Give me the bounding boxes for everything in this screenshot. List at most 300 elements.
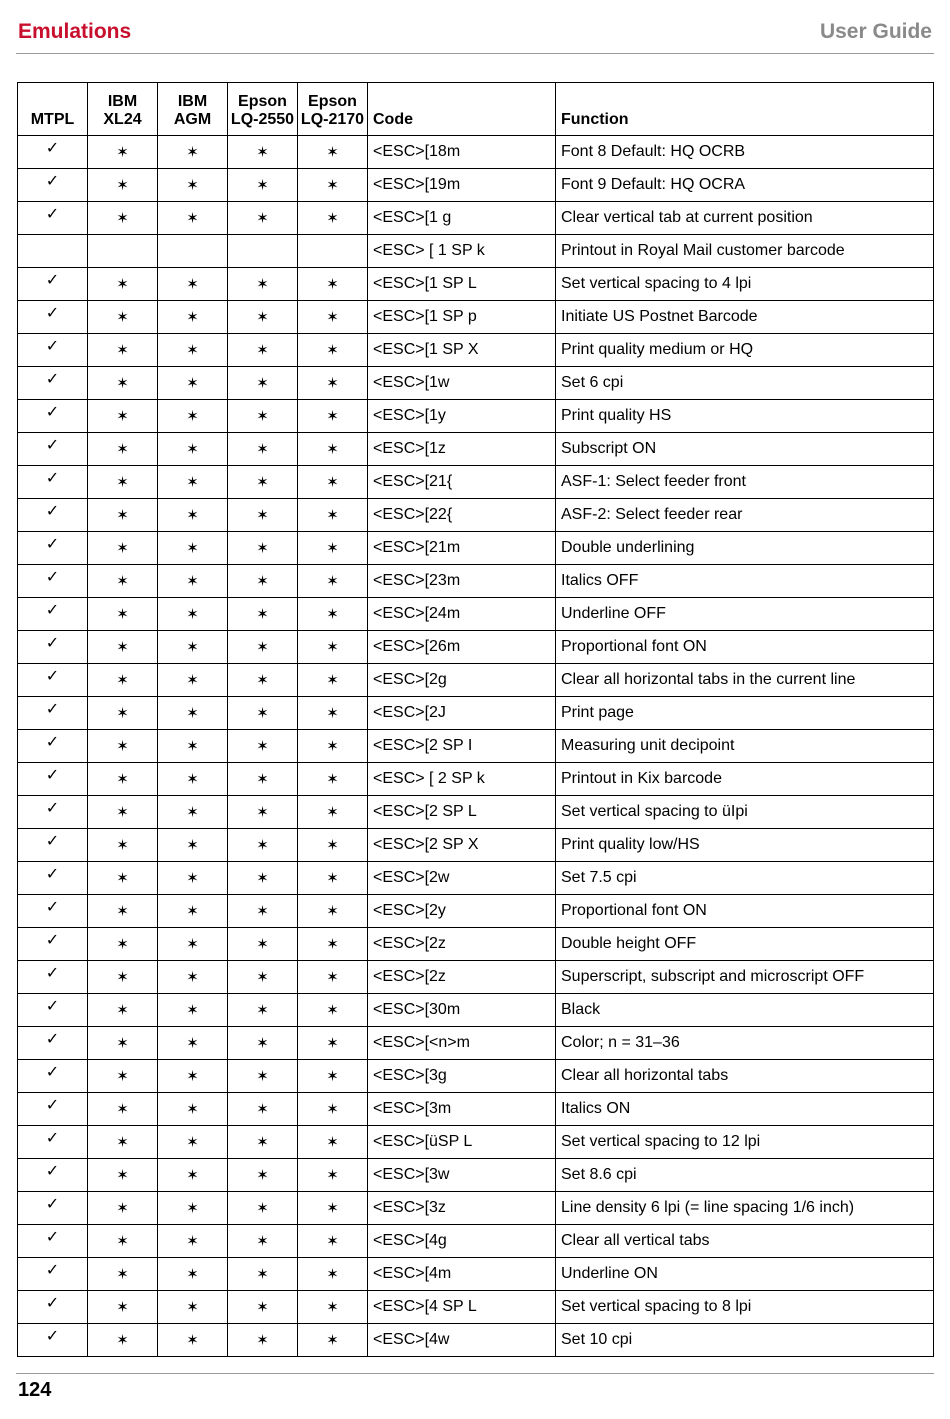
mtpl-mark: ✓: [18, 367, 88, 400]
epson-lq2170-mark: ✶: [298, 565, 368, 598]
function-cell: Double height OFF: [556, 928, 934, 961]
footer-divider: [16, 1373, 934, 1374]
ibm-agm-mark: ✶: [158, 1225, 228, 1258]
function-cell: Print page: [556, 697, 934, 730]
epson-lq2550-mark: ✶: [228, 631, 298, 664]
epson-lq2170-mark: ✶: [298, 730, 368, 763]
table-row: [18, 664, 934, 697]
ibm-agm-mark: ✶: [158, 466, 228, 499]
table-row: [18, 928, 934, 961]
epson-lq2170-mark: ✶: [298, 1093, 368, 1126]
mtpl-mark: ✓: [18, 697, 88, 730]
epson-lq2170-mark: ✶: [298, 268, 368, 301]
epson-lq2550-mark: ✶: [228, 598, 298, 631]
epson-lq2170-mark: ✶: [298, 796, 368, 829]
code-cell: <ESC>[1 SP p: [368, 301, 556, 334]
ibm-xl24-mark: ✶: [88, 202, 158, 235]
function-cell: Color; n = 31–36: [556, 1027, 934, 1060]
ibm-agm-mark: ✶: [158, 1291, 228, 1324]
mtpl-mark: ✓: [18, 301, 88, 334]
function-cell: Measuring unit decipoint: [556, 730, 934, 763]
table-row: [18, 433, 934, 466]
ibm-agm-mark: ✶: [158, 202, 228, 235]
mtpl-mark: ✓: [18, 466, 88, 499]
table-row: [18, 1159, 934, 1192]
mtpl-mark: ✓: [18, 1192, 88, 1225]
mtpl-mark: ✓: [18, 433, 88, 466]
table-row: [18, 565, 934, 598]
code-cell: <ESC>[üSP L: [368, 1126, 556, 1159]
ibm-xl24-mark: ✶: [88, 334, 158, 367]
function-cell: ASF-2: Select feeder rear: [556, 499, 934, 532]
epson-lq2550-mark: ✶: [228, 961, 298, 994]
mtpl-mark: [18, 235, 88, 268]
mtpl-mark: ✓: [18, 796, 88, 829]
mtpl-mark: ✓: [18, 1060, 88, 1093]
table-row: [18, 202, 934, 235]
function-cell: Italics ON: [556, 1093, 934, 1126]
ibm-xl24-mark: ✶: [88, 400, 158, 433]
epson-lq2170-mark: ✶: [298, 1159, 368, 1192]
ibm-xl24-mark: ✶: [88, 598, 158, 631]
ibm-agm-mark: ✶: [158, 136, 228, 169]
epson-lq2170-mark: ✶: [298, 136, 368, 169]
ibm-agm-mark: ✶: [158, 400, 228, 433]
function-cell: Black: [556, 994, 934, 1027]
epson-lq2170-mark: [298, 235, 368, 268]
epson-lq2170-mark: ✶: [298, 829, 368, 862]
epson-lq2550-mark: ✶: [228, 1225, 298, 1258]
function-cell: ASF-1: Select feeder front: [556, 466, 934, 499]
ibm-xl24-mark: ✶: [88, 268, 158, 301]
mtpl-mark: ✓: [18, 202, 88, 235]
col-header-mtpl: [18, 83, 88, 136]
col-header-function: [556, 83, 934, 136]
mtpl-mark: ✓: [18, 334, 88, 367]
table-row: [18, 499, 934, 532]
table-row: [18, 301, 934, 334]
table-row: [18, 1027, 934, 1060]
table-row: [18, 268, 934, 301]
function-cell: Set 6 cpi: [556, 367, 934, 400]
epson-lq2170-mark: ✶: [298, 994, 368, 1027]
epson-lq2550-mark: ✶: [228, 1159, 298, 1192]
epson-lq2170-mark: ✶: [298, 1225, 368, 1258]
epson-lq2550-mark: ✶: [228, 994, 298, 1027]
function-cell: Printout in Royal Mail customer barcode: [556, 235, 934, 268]
ibm-xl24-mark: ✶: [88, 994, 158, 1027]
ibm-agm-mark: ✶: [158, 1093, 228, 1126]
ibm-agm-mark: ✶: [158, 532, 228, 565]
ibm-agm-mark: ✶: [158, 1192, 228, 1225]
code-cell: <ESC>[1 g: [368, 202, 556, 235]
ibm-agm-mark: ✶: [158, 565, 228, 598]
code-cell: <ESC>[2z: [368, 928, 556, 961]
mtpl-mark: ✓: [18, 928, 88, 961]
ibm-agm-mark: [158, 235, 228, 268]
ibm-xl24-mark: ✶: [88, 697, 158, 730]
epson-lq2550-mark: ✶: [228, 895, 298, 928]
epson-lq2550-mark: ✶: [228, 1126, 298, 1159]
function-cell: Set vertical spacing to üIpi: [556, 796, 934, 829]
code-cell: <ESC>[2y: [368, 895, 556, 928]
page-number: 124: [18, 1379, 52, 1401]
epson-lq2170-mark: ✶: [298, 466, 368, 499]
epson-lq2170-mark: ✶: [298, 763, 368, 796]
epson-lq2550-mark: ✶: [228, 565, 298, 598]
epson-lq2170-mark: ✶: [298, 598, 368, 631]
table-row: [18, 1324, 934, 1357]
epson-lq2550-mark: ✶: [228, 433, 298, 466]
function-cell: Set 8.6 cpi: [556, 1159, 934, 1192]
col-header-epson-lq2170: [298, 83, 368, 136]
table-row: [18, 1192, 934, 1225]
code-cell: <ESC>[19m: [368, 169, 556, 202]
mtpl-mark: ✓: [18, 136, 88, 169]
code-cell: <ESC>[1z: [368, 433, 556, 466]
code-cell: <ESC>[<n>m: [368, 1027, 556, 1060]
epson-lq2170-mark: ✶: [298, 334, 368, 367]
table-row: [18, 697, 934, 730]
ibm-xl24-mark: ✶: [88, 532, 158, 565]
col-header-line2: Function: [561, 111, 629, 128]
function-cell: Set vertical spacing to 12 lpi: [556, 1126, 934, 1159]
ibm-agm-mark: ✶: [158, 862, 228, 895]
ibm-agm-mark: ✶: [158, 961, 228, 994]
ibm-xl24-mark: ✶: [88, 1126, 158, 1159]
table-row: [18, 1291, 934, 1324]
col-header-line1: Epson: [238, 93, 287, 110]
mtpl-mark: ✓: [18, 994, 88, 1027]
epson-lq2170-mark: ✶: [298, 433, 368, 466]
mtpl-mark: ✓: [18, 598, 88, 631]
code-cell: <ESC>[18m: [368, 136, 556, 169]
table-row: [18, 1258, 934, 1291]
epson-lq2170-mark: ✶: [298, 202, 368, 235]
code-cell: <ESC>[2 SP X: [368, 829, 556, 862]
code-cell: <ESC>[21{: [368, 466, 556, 499]
table-row: [18, 136, 934, 169]
code-cell: <ESC>[1w: [368, 367, 556, 400]
epson-lq2550-mark: ✶: [228, 400, 298, 433]
table-row: [18, 631, 934, 664]
ibm-agm-mark: ✶: [158, 1159, 228, 1192]
epson-lq2170-mark: ✶: [298, 1258, 368, 1291]
mtpl-mark: ✓: [18, 1027, 88, 1060]
ibm-xl24-mark: ✶: [88, 466, 158, 499]
ibm-agm-mark: ✶: [158, 367, 228, 400]
function-cell: Proportional font ON: [556, 895, 934, 928]
epson-lq2170-mark: ✶: [298, 532, 368, 565]
table-row: [18, 994, 934, 1027]
table-row: [18, 598, 934, 631]
epson-lq2550-mark: ✶: [228, 1027, 298, 1060]
epson-lq2550-mark: ✶: [228, 334, 298, 367]
epson-lq2550-mark: ✶: [228, 202, 298, 235]
epson-lq2550-mark: ✶: [228, 664, 298, 697]
mtpl-mark: ✓: [18, 565, 88, 598]
ibm-agm-mark: ✶: [158, 433, 228, 466]
ibm-agm-mark: ✶: [158, 301, 228, 334]
col-header-code: [368, 83, 556, 136]
epson-lq2550-mark: ✶: [228, 697, 298, 730]
table-row: [18, 532, 934, 565]
col-header-ibm-agm: [158, 83, 228, 136]
ibm-xl24-mark: ✶: [88, 631, 158, 664]
epson-lq2170-mark: ✶: [298, 499, 368, 532]
ibm-agm-mark: ✶: [158, 169, 228, 202]
code-cell: <ESC>[3z: [368, 1192, 556, 1225]
code-cell: <ESC>[22{: [368, 499, 556, 532]
ibm-xl24-mark: ✶: [88, 169, 158, 202]
epson-lq2170-mark: ✶: [298, 862, 368, 895]
ibm-agm-mark: ✶: [158, 1324, 228, 1357]
mtpl-mark: ✓: [18, 862, 88, 895]
epson-lq2170-mark: ✶: [298, 1126, 368, 1159]
function-cell: Underline OFF: [556, 598, 934, 631]
ibm-xl24-mark: ✶: [88, 433, 158, 466]
epson-lq2170-mark: ✶: [298, 697, 368, 730]
code-cell: <ESC>[2 SP L: [368, 796, 556, 829]
ibm-xl24-mark: ✶: [88, 1192, 158, 1225]
mtpl-mark: ✓: [18, 169, 88, 202]
epson-lq2550-mark: ✶: [228, 1060, 298, 1093]
code-cell: <ESC>[4 SP L: [368, 1291, 556, 1324]
epson-lq2550-mark: ✶: [228, 1093, 298, 1126]
ibm-xl24-mark: ✶: [88, 829, 158, 862]
function-cell: Double underlining: [556, 532, 934, 565]
table-row: [18, 334, 934, 367]
function-cell: Font 8 Default: HQ OCRB: [556, 136, 934, 169]
mtpl-mark: ✓: [18, 1324, 88, 1357]
ibm-xl24-mark: ✶: [88, 763, 158, 796]
ibm-agm-mark: ✶: [158, 730, 228, 763]
function-cell: Set 7.5 cpi: [556, 862, 934, 895]
ibm-xl24-mark: ✶: [88, 1060, 158, 1093]
function-cell: Clear all horizontal tabs in the current line: [556, 664, 934, 697]
code-cell: <ESC>[2g: [368, 664, 556, 697]
epson-lq2550-mark: ✶: [228, 862, 298, 895]
ibm-agm-mark: ✶: [158, 1060, 228, 1093]
function-cell: Line density 6 lpi (= line spacing 1/6 inch): [556, 1192, 934, 1225]
ibm-xl24-mark: ✶: [88, 1258, 158, 1291]
function-cell: Print quality low/HS: [556, 829, 934, 862]
ibm-xl24-mark: ✶: [88, 730, 158, 763]
table-row: [18, 367, 934, 400]
epson-lq2550-mark: ✶: [228, 169, 298, 202]
table-row: [18, 796, 934, 829]
epson-lq2170-mark: ✶: [298, 1324, 368, 1357]
table-row: [18, 1225, 934, 1258]
function-cell: Clear vertical tab at current position: [556, 202, 934, 235]
ibm-xl24-mark: ✶: [88, 796, 158, 829]
guide-title: User Guide: [819, 20, 932, 43]
mtpl-mark: ✓: [18, 1291, 88, 1324]
table-row: [18, 829, 934, 862]
ibm-agm-mark: ✶: [158, 598, 228, 631]
col-header-line1: IBM: [107, 93, 138, 110]
code-cell: <ESC>[30m: [368, 994, 556, 1027]
epson-lq2550-mark: ✶: [228, 136, 298, 169]
mtpl-mark: ✓: [18, 730, 88, 763]
table-body: [18, 136, 934, 1357]
epson-lq2170-mark: ✶: [298, 400, 368, 433]
epson-lq2550-mark: ✶: [228, 532, 298, 565]
epson-lq2550-mark: ✶: [228, 1258, 298, 1291]
mtpl-mark: ✓: [18, 1225, 88, 1258]
code-cell: <ESC>[3g: [368, 1060, 556, 1093]
col-header-line2: LQ-2550: [230, 111, 295, 128]
epson-lq2550-mark: ✶: [228, 268, 298, 301]
code-cell: <ESC> [ 1 SP k: [368, 235, 556, 268]
mtpl-mark: ✓: [18, 631, 88, 664]
function-cell: Printout in Kix barcode: [556, 763, 934, 796]
mtpl-mark: ✓: [18, 499, 88, 532]
ibm-agm-mark: ✶: [158, 697, 228, 730]
code-cell: <ESC>[3m: [368, 1093, 556, 1126]
epson-lq2170-mark: ✶: [298, 1060, 368, 1093]
epson-lq2170-mark: ✶: [298, 169, 368, 202]
mtpl-mark: ✓: [18, 1258, 88, 1291]
ibm-xl24-mark: ✶: [88, 1027, 158, 1060]
code-cell: <ESC>[2 SP I: [368, 730, 556, 763]
table-header-row: [18, 83, 934, 136]
epson-lq2550-mark: ✶: [228, 796, 298, 829]
table-row: [18, 730, 934, 763]
code-cell: <ESC>[2w: [368, 862, 556, 895]
function-cell: Set 10 cpi: [556, 1324, 934, 1357]
ibm-agm-mark: ✶: [158, 1027, 228, 1060]
function-cell: Superscript, subscript and microscript OFF: [556, 961, 934, 994]
table-row: [18, 235, 934, 268]
ibm-agm-mark: ✶: [158, 994, 228, 1027]
code-cell: <ESC>[1y: [368, 400, 556, 433]
ibm-xl24-mark: ✶: [88, 862, 158, 895]
ibm-agm-mark: ✶: [158, 664, 228, 697]
mtpl-mark: ✓: [18, 1093, 88, 1126]
code-cell: <ESC> [ 2 SP k: [368, 763, 556, 796]
function-cell: Print quality HS: [556, 400, 934, 433]
ibm-xl24-mark: ✶: [88, 961, 158, 994]
col-header-epson-lq2550: [228, 83, 298, 136]
table-row: [18, 1060, 934, 1093]
col-header-line1: Epson: [308, 93, 357, 110]
function-cell: Set vertical spacing to 8 lpi: [556, 1291, 934, 1324]
ibm-agm-mark: ✶: [158, 499, 228, 532]
code-cell: <ESC>[1 SP L: [368, 268, 556, 301]
code-cell: <ESC>[4g: [368, 1225, 556, 1258]
col-header-ibm-xl24: [88, 83, 158, 136]
epson-lq2550-mark: ✶: [228, 928, 298, 961]
col-header-line2: LQ-2170: [300, 111, 365, 128]
function-cell: Font 9 Default: HQ OCRA: [556, 169, 934, 202]
epson-lq2550-mark: ✶: [228, 1192, 298, 1225]
ibm-xl24-mark: ✶: [88, 1324, 158, 1357]
epson-lq2170-mark: ✶: [298, 664, 368, 697]
section-title: Emulations: [18, 20, 132, 43]
table-row: [18, 1126, 934, 1159]
mtpl-mark: ✓: [18, 1126, 88, 1159]
epson-lq2550-mark: ✶: [228, 301, 298, 334]
ibm-xl24-mark: ✶: [88, 928, 158, 961]
ibm-xl24-mark: ✶: [88, 565, 158, 598]
mtpl-mark: ✓: [18, 895, 88, 928]
function-cell: Clear all horizontal tabs: [556, 1060, 934, 1093]
table-row: [18, 400, 934, 433]
code-cell: <ESC>[23m: [368, 565, 556, 598]
code-cell: <ESC>[2z: [368, 961, 556, 994]
table-row: [18, 169, 934, 202]
function-cell: Underline ON: [556, 1258, 934, 1291]
code-cell: <ESC>[4m: [368, 1258, 556, 1291]
epson-lq2550-mark: ✶: [228, 829, 298, 862]
epson-lq2550-mark: ✶: [228, 367, 298, 400]
table-row: [18, 961, 934, 994]
epson-lq2550-mark: ✶: [228, 730, 298, 763]
ibm-agm-mark: ✶: [158, 928, 228, 961]
function-cell: Print quality medium or HQ: [556, 334, 934, 367]
ibm-agm-mark: ✶: [158, 796, 228, 829]
command-table: [17, 82, 934, 1357]
code-cell: <ESC>[2J: [368, 697, 556, 730]
table-row: [18, 466, 934, 499]
mtpl-mark: ✓: [18, 532, 88, 565]
code-cell: <ESC>[3w: [368, 1159, 556, 1192]
code-cell: <ESC>[26m: [368, 631, 556, 664]
col-header-line2: XL24: [103, 111, 142, 128]
table-row: [18, 763, 934, 796]
ibm-agm-mark: ✶: [158, 268, 228, 301]
epson-lq2550-mark: ✶: [228, 763, 298, 796]
ibm-agm-mark: ✶: [158, 829, 228, 862]
table-row: [18, 1093, 934, 1126]
header-divider: [16, 53, 934, 54]
mtpl-mark: ✓: [18, 664, 88, 697]
epson-lq2170-mark: ✶: [298, 928, 368, 961]
epson-lq2170-mark: ✶: [298, 1192, 368, 1225]
epson-lq2170-mark: ✶: [298, 367, 368, 400]
ibm-xl24-mark: ✶: [88, 301, 158, 334]
ibm-xl24-mark: [88, 235, 158, 268]
mtpl-mark: ✓: [18, 268, 88, 301]
function-cell: Clear all vertical tabs: [556, 1225, 934, 1258]
col-header-line1: IBM: [177, 93, 208, 110]
code-cell: <ESC>[24m: [368, 598, 556, 631]
epson-lq2170-mark: ✶: [298, 301, 368, 334]
table-row: [18, 895, 934, 928]
table-row: [18, 862, 934, 895]
code-cell: <ESC>[21m: [368, 532, 556, 565]
epson-lq2170-mark: ✶: [298, 895, 368, 928]
epson-lq2550-mark: ✶: [228, 466, 298, 499]
col-header-line2: MTPL: [30, 111, 75, 128]
epson-lq2170-mark: ✶: [298, 631, 368, 664]
ibm-xl24-mark: ✶: [88, 136, 158, 169]
ibm-agm-mark: ✶: [158, 895, 228, 928]
ibm-xl24-mark: ✶: [88, 499, 158, 532]
function-cell: Initiate US Postnet Barcode: [556, 301, 934, 334]
ibm-xl24-mark: ✶: [88, 1093, 158, 1126]
ibm-agm-mark: ✶: [158, 1126, 228, 1159]
ibm-xl24-mark: ✶: [88, 664, 158, 697]
mtpl-mark: ✓: [18, 400, 88, 433]
ibm-xl24-mark: ✶: [88, 1159, 158, 1192]
col-header-line2: AGM: [173, 111, 212, 128]
col-header-line2: Code: [373, 111, 413, 128]
code-cell: <ESC>[1 SP X: [368, 334, 556, 367]
epson-lq2550-mark: ✶: [228, 499, 298, 532]
ibm-agm-mark: ✶: [158, 763, 228, 796]
